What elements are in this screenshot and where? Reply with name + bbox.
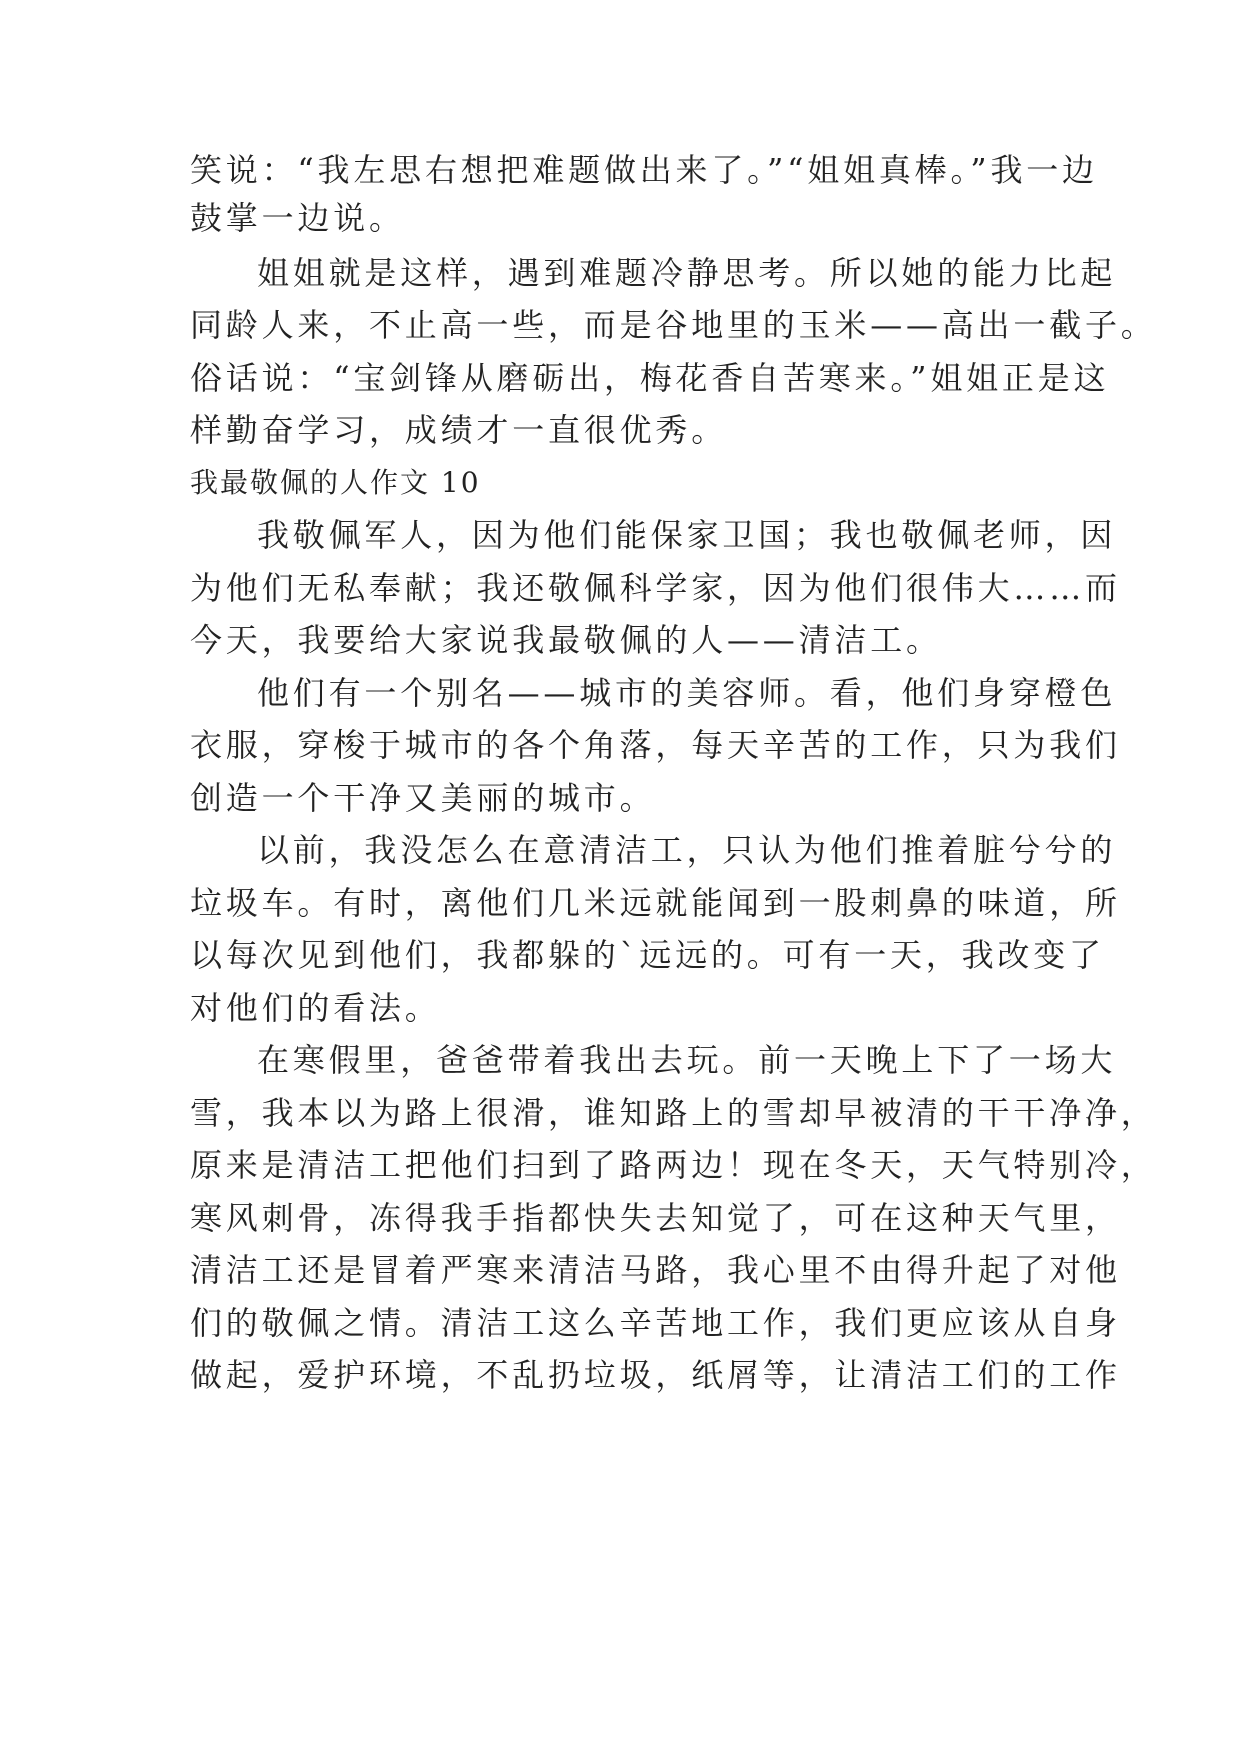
text-line: 笑说：“我左思右想把难题做出来了。”“姐姐真棒。”我一边	[190, 151, 1098, 189]
paragraph-start-line: 以前，我没怎么在意清洁工，只认为他们推着脏兮兮的	[257, 831, 1117, 869]
text-line: 今天，我要给大家说我最敬佩的人——清洁工。	[190, 621, 942, 659]
text-line: 创造一个干净又美丽的城市。	[190, 779, 656, 817]
paragraph-start-line: 姐姐就是这样，遇到难题冷静思考。所以她的能力比起	[257, 254, 1117, 292]
section-heading: 我最敬佩的人作文 10	[190, 466, 481, 499]
text-line: 雪，我本以为路上很滑，谁知路上的雪却早被清的干干净净，	[190, 1094, 1157, 1132]
text-line: 做起，爱护环境，不乱扔垃圾，纸屑等，让清洁工们的工作	[190, 1356, 1121, 1394]
text-line: 同龄人来，不止高一些，而是谷地里的玉米——高出一截子。	[190, 306, 1157, 344]
text-line: 鼓掌一边说。	[190, 199, 405, 237]
text-line: 原来是清洁工把他们扫到了路两边！现在冬天，天气特别冷，	[190, 1146, 1157, 1184]
text-line: 们的敬佩之情。清洁工这么辛苦地工作，我们更应该从自身	[190, 1304, 1121, 1342]
text-line: 对他们的看法。	[190, 989, 441, 1027]
text-line: 垃圾车。有时，离他们几米远就能闻到一股刺鼻的味道，所	[190, 884, 1121, 922]
text-line: 衣服，穿梭于城市的各个角落，每天辛苦的工作，只为我们	[190, 726, 1121, 764]
text-line: 为他们无私奉献；我还敬佩科学家，因为他们很伟大……而	[190, 569, 1121, 607]
text-line: 以每次见到他们，我都躲的`远远的。可有一天，我改变了	[190, 936, 1105, 974]
text-line: 俗话说：“宝剑锋从磨砺出，梅花香自苦寒来。”姐姐正是这	[190, 359, 1110, 397]
text-line: 清洁工还是冒着严寒来清洁马路，我心里不由得升起了对他	[190, 1251, 1121, 1289]
paragraph-start-line: 在寒假里，爸爸带着我出去玩。前一天晚上下了一场大	[257, 1041, 1117, 1079]
text-line: 寒风刺骨，冻得我手指都快失去知觉了，可在这种天气里，	[190, 1199, 1121, 1237]
paragraph-start-line: 我敬佩军人，因为他们能保家卫国；我也敬佩老师，因	[257, 516, 1117, 554]
paragraph-start-line: 他们有一个别名——城市的美容师。看，他们身穿橙色	[257, 674, 1117, 712]
text-line: 样勤奋学习，成绩才一直很优秀。	[190, 411, 728, 449]
